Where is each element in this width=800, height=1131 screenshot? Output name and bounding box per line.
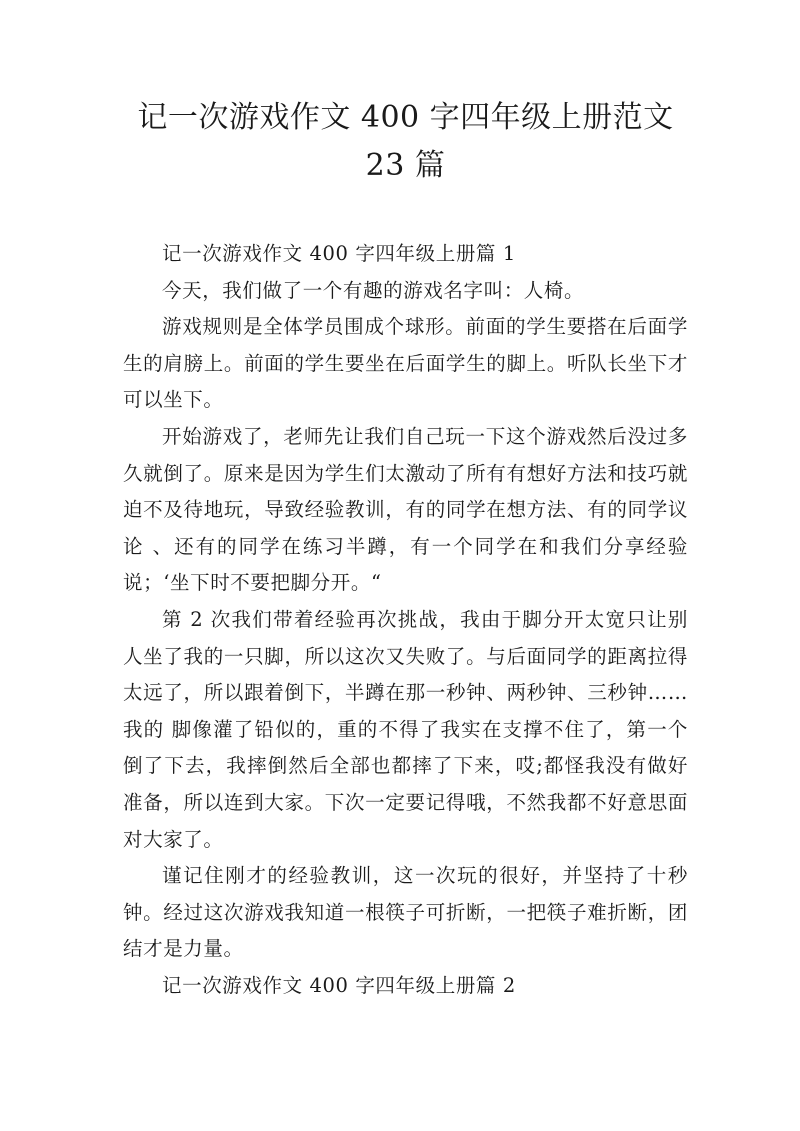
paragraph: 第 2 次我们带着经验再次挑战，我由于脚分开太宽只让别人坐了我的一只脚，所以这次又失败了。与后面同学的距离拉得太远了，所以跟着倒下，半蹲在那一秒钟、两秒钟、三秒钟……我的 脚像灌了铅似的，重的不得了我实在支撑不住了，第一个倒了下去，我摔倒然后全部也都摔了下来，哎;都怪我没有做好准备，所以连到大家。下次一定要记得哦，不然我都不好意思面对大家了。: [123, 607, 688, 851]
paragraph: 开始游戏了，老师先让我们自己玩一下这个游戏然后没过多久就倒了。原来是因为学生们太激动了所有有想好方法和技巧就迫不及待地玩，导致经验教训，有的同学在想方法、有的同学议论 、还有的同学在练习半蹲，有一个同学在和我们分享经验说；‘坐下时不要把脚分开。“: [123, 424, 688, 595]
paragraph: 谨记住刚才的经验教训，这一次玩的很好，并坚持了十秒钟。经过这次游戏我知道一根筷子可折断，一把筷子难折断，团结才是力量。: [123, 864, 688, 961]
document-title: 记一次游戏作文 400 字四年级上册范文 23 篇: [137, 100, 674, 183]
paragraph: 今天，我们做了一个有趣的游戏名字叫：人椅。: [162, 278, 585, 302]
document-body: [123, 236, 688, 1004]
section-heading-2: 记一次游戏作文 400 字四年级上册篇 2: [162, 973, 516, 997]
paragraph: 游戏规则是全体学员围成个球形。前面的学生要搭在后面学生的肩膀上。前面的学生要坐在后面学生的脚上。听队长坐下才可以坐下。: [123, 315, 688, 412]
section-heading-1: 记一次游戏作文 400 字四年级上册篇 1: [162, 242, 516, 265]
